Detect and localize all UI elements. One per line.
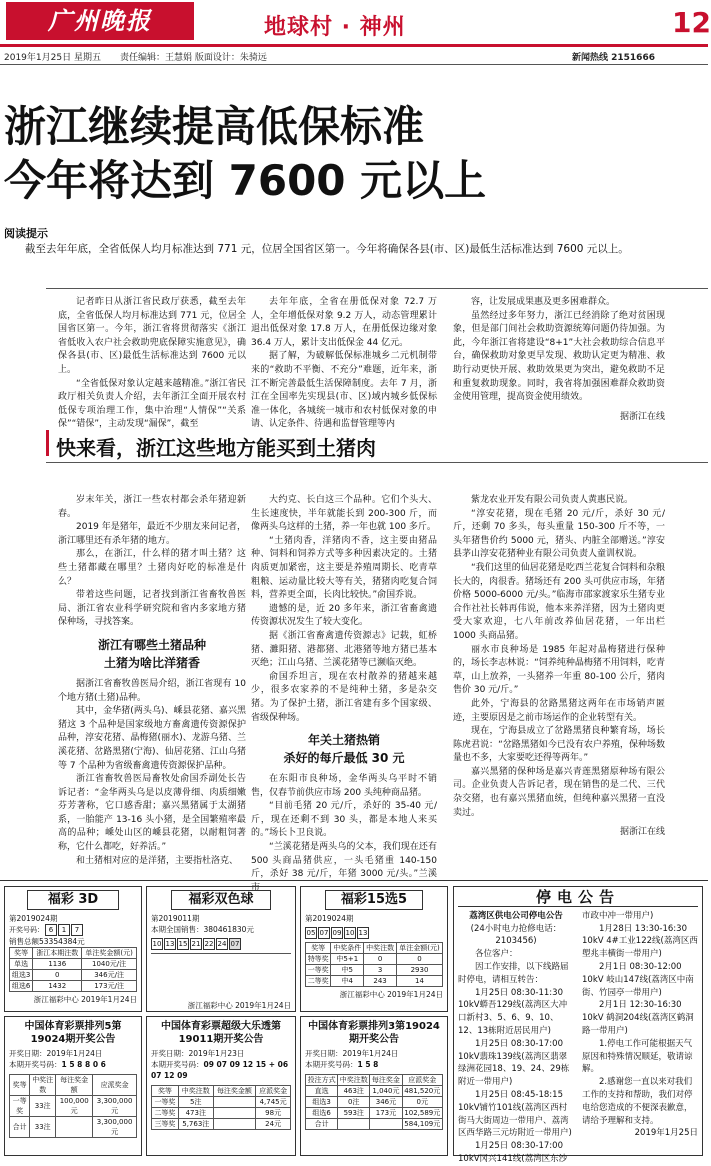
headline-line-2: 今年将达到 7600 元以上 xyxy=(4,156,487,205)
article1-column-3 xyxy=(453,296,665,426)
subheading-1-line-2: 土猪为啥比洋猪香 xyxy=(103,655,200,670)
number-ball: 1 xyxy=(58,924,70,936)
paragraph: 据浙江省畜牧兽医局介绍，浙江省现有 10 个地方猪(土猪)品种。 xyxy=(58,678,246,703)
number-ball: 05 xyxy=(306,929,316,937)
number-ball: 22 xyxy=(204,940,214,948)
newspaper-logo: 广州晚报 xyxy=(6,2,194,40)
table-header: 中奖条件 xyxy=(331,943,364,954)
lottery-p3-date: 开奖日期：2019年1月24日 xyxy=(305,1049,399,1058)
table-row: 单选 1136 1040元/注 xyxy=(10,959,137,970)
table-header: 奖等 xyxy=(306,943,331,954)
paragraph: 去年年底，全省在册低保对象 72.7 万人，全年增低保对象 9.2 万人，动态管理累计退出低保对象 17.8 万人，在册低保边缘对象 36.4 万人，累计支出低保金 44 亿元。 xyxy=(251,297,437,348)
subheading-2-line-1: 年关土猪热销 xyxy=(307,733,380,748)
winning-numbers: 1 5 8 xyxy=(357,1060,379,1069)
lottery-p5-box xyxy=(4,1016,142,1156)
table-header: 每注奖金额 xyxy=(213,1086,256,1097)
table-header: 每注奖金 xyxy=(370,1075,402,1086)
number-ball: 09 xyxy=(332,929,342,937)
article1-byline: 据浙江在线 xyxy=(619,411,665,422)
table-header: 应派奖金 xyxy=(402,1075,442,1086)
lottery-3d-footer: 浙江福彩中心 2019年1月24日 xyxy=(33,995,137,1004)
table-row: 组选3 0注 346元 0元 xyxy=(306,1097,443,1108)
table-row: 一等奖 5注 4,745元 xyxy=(152,1097,291,1108)
table-header: 奖等 xyxy=(10,948,33,959)
lottery-p5-title: 中国体育彩票排列5第19024期开奖公告 xyxy=(24,1021,122,1045)
paragraph: 1月25日 08:30-17:00 10kV翡珠139线(荔湾区翡翠绿洲花园18、19、24、29栋附近一带用户) xyxy=(458,1038,570,1088)
paragraph: 1月25日 08:30-17:00 10kV冈兴141线(荔湾区东沙市政中冲一带用户) xyxy=(458,910,654,1164)
lottery-p5-table xyxy=(9,1074,137,1138)
number-ball: 7 xyxy=(71,924,83,936)
lottery-p3-table xyxy=(305,1074,443,1130)
table-header: 单注奖金额(元) xyxy=(82,948,137,959)
summary-label: 阅读提示 xyxy=(4,227,48,240)
paragraph: 1.停电工作可能根据天气原因和特殊情况顺延，敬请谅解。 xyxy=(582,1038,693,1075)
paragraph: 1月25日 08:45-18:15 10kV铺竹101线(荔湾区西村街马大街周边一带用户、荔湾区西华路三元坊附近一带用户) xyxy=(458,1089,572,1139)
summary xyxy=(4,241,694,257)
number-ball: 6 xyxy=(45,924,57,936)
table-row: 三等奖 5,763注 24元 xyxy=(152,1119,291,1130)
paragraph: “淳安花猪，现在毛猪 20 元/斤，杀好 30 元/斤，还剩 70 多头，每头重量 150-300 斤不等，一头年猪售价约 5000 元，猪头、内脏全部赠送。”淳安县茅山淳安花猪种业有限公司负责人童训权说。 xyxy=(453,508,665,560)
meta-line xyxy=(0,48,708,62)
lottery-p3-box xyxy=(300,1016,448,1156)
article1-column-1 xyxy=(58,296,246,430)
lottery-p5-date: 开奖日期：2019年1月24日 xyxy=(9,1049,103,1058)
table-header: 中奖注数 xyxy=(338,1075,370,1086)
article2-column-2 xyxy=(251,494,437,893)
number-label: 本期开奖号码： xyxy=(9,1060,62,1069)
section-title: 地球村 · 神州 xyxy=(264,15,406,40)
paragraph: 那么，在浙江，什么样的猪才叫土猪？这些土猪都藏在哪里？土猪肉好吃的标准是什么？ xyxy=(58,549,246,587)
number-ball: 10 xyxy=(152,940,162,948)
paragraph: 和土猪相对应的是洋猪，主要指杜洛克、 xyxy=(76,855,239,866)
paragraph: 浙江省畜牧兽医局畜牧处俞国乔副处长告诉记者：“金华两头乌是以皮薄骨细、肉质细嫩芬芳著称，它口感香甜；嘉兴黑猪属于太湖猪系，一胎能产 13-16 头小猪，是全国繁殖率最高的品种；嵊处山区的嵊县花猪，以耐粗饲著称，它什么都吃，好养活。” xyxy=(58,774,246,853)
table-row: 一等奖 33注 100,000元 3,300,000元 xyxy=(10,1096,137,1117)
notice-hotline: (24小时电力抢修电话：2103456) xyxy=(470,923,562,947)
table-row: 直选 463注 1,040元 481,520元 xyxy=(306,1086,443,1097)
table-header: 中奖注数 xyxy=(30,1075,56,1096)
paragraph: 带着这些问题，记者找到浙江省畜牧兽医局、浙江省农业科学研究院和省内多家地方猪保种场，寻找答案。 xyxy=(58,590,246,628)
lottery-3d-table xyxy=(9,947,137,992)
lottery-15x5-numbers xyxy=(305,927,443,939)
paragraph: 虽然经过多年努力，浙江已经消除了绝对贫困现象，但是部门间社会救助资源统筹问题仍待加强。为此，今年浙江省将建设“8+1”大社会救助综合信息平台，确保救助对象更早发现、救助认定更为精准、救助行动更快开展、救助效果更为突出，避免救助不足和重复救助现象。同时，我省将加强困难群众救助资金使用管理，提高资金使用绩效。 xyxy=(453,310,665,403)
lottery-15x5-table xyxy=(305,942,443,987)
notice-date: 2019年1月25日 xyxy=(634,1128,698,1139)
subheading-2 xyxy=(251,731,437,767)
power-outage-notice xyxy=(453,886,703,1164)
lottery-ssq-box xyxy=(146,886,296,1012)
lottery-15x5-title: 福彩15选5 xyxy=(325,890,424,910)
paragraph: 在东阳市良种场，金华两头乌平时不销售，仅春节前供应市场 200 头纯种商品猪。 xyxy=(251,774,437,798)
paragraph: 此外，宁海县的岔路黑猪这两年在市场销声匿迹，主要原因是之前市场运作的企业转型有关。 xyxy=(453,698,665,723)
paragraph: 遗憾的是，近 20 多年来，浙江省畜禽遗传资源状况发生了较大变化。 xyxy=(251,603,437,628)
lottery-15x5-footer: 浙江福彩中心 2019年1月24日 xyxy=(339,990,443,999)
paragraph: 岁末年关，浙江一些农村都会杀年猪迎新春。 xyxy=(58,495,246,519)
number-ball: 10 xyxy=(345,929,355,937)
article2-top-rule xyxy=(46,462,708,463)
main-headline xyxy=(0,100,708,208)
headline-line-1: 浙江继续提高低保标准 xyxy=(4,102,425,151)
table-header: 应派奖金 xyxy=(256,1086,291,1097)
ads-divider xyxy=(0,880,708,881)
article2-headline: 快来看，浙江这些地方能买到土猪肉 xyxy=(56,436,376,460)
lottery-p3-numbers xyxy=(305,1059,443,1070)
article1-column-2 xyxy=(251,296,437,430)
number-ball: 13 xyxy=(165,940,175,948)
paragraph: “土猪肉香，洋猪肉不香，这主要由猪品种、饲料和饲养方式等多种因素决定的。土猪肉质更加紧密，这主要是养殖周期长、吃青草粗粮、运动量比较大等有关，猪猪肉吃复合饲料，营养更全面，长肉比较快。”俞国乔说。 xyxy=(251,535,437,601)
issue-date: 2019年1月25日 星期五 xyxy=(4,53,101,63)
article2-byline: 据浙江在线 xyxy=(619,827,665,838)
lottery-p5-numbers xyxy=(9,1059,137,1070)
lottery-ssq-title: 福彩双色球 xyxy=(171,890,271,910)
lottery-dlt-title: 中国体育彩票超级大乐透第19011期开奖公告 xyxy=(161,1021,281,1045)
lottery-ssq-numbers xyxy=(151,938,291,950)
number-label: 本期开奖号码： xyxy=(151,1060,204,1069)
number-ball: 24 xyxy=(217,940,227,948)
table-header: 中奖注数 xyxy=(178,1086,213,1097)
table-header: 单注金额(元) xyxy=(396,943,442,954)
paragraph: 现在，宁海县成立了岔路黑猪良种繁育场，场长陈虎君说：“岔路黑猪如今已没有农户养殖，保种场数量也不多，大家要吃还得等两年。” xyxy=(453,726,665,764)
paragraph: 各位客户： xyxy=(475,949,518,960)
paragraph: 2月1日 08:30-12:00 10kV 岐山147线(荔湾区中南街、竹园亭一带用户) xyxy=(582,961,694,998)
news-hotline: 新闻热线 2151666 xyxy=(572,53,655,63)
lottery-ssq-footer: 浙江福彩中心 2019年1月24日 xyxy=(187,1001,291,1010)
lottery-ssq-table-area xyxy=(151,953,291,1000)
meta-divider xyxy=(0,64,708,65)
paragraph: 据了解，为破解低保标准城乡二元机制带来的“救助不平衡、不充分”难题，近年来，浙江不断完善最低生活保障制度。去年 7 月，浙江在全国率先实现县(市、区)域内城乡低保标准一体化，各城统一城市和农村低保对象的申请、认定条件、待遇和监督管理等内 xyxy=(251,351,437,430)
paragraph: “兰溪花猪是两头乌的父本，我们现在还有 500 头商品猪供应，一头毛猪重 140-150 斤，杀好 38 元/斤，年猪 3000 元/头。”兰溪市 xyxy=(251,842,437,893)
table-header: 浙江本期注数 xyxy=(33,948,82,959)
table-row: 特等奖 中5+1 0 0 xyxy=(306,954,443,965)
editor-credit: 责任编辑：王慧娟 版面设计：朱骑远 xyxy=(120,53,267,63)
table-row: 二等奖 473注 98元 xyxy=(152,1108,291,1119)
lottery-3d-sales: 销售总额53354384元 xyxy=(9,937,85,946)
article2-accent-bar xyxy=(46,430,49,456)
table-row: 合计 33注 3,300,000元 xyxy=(10,1117,137,1138)
table-header: 中奖注数 xyxy=(364,943,397,954)
masthead-divider xyxy=(0,44,708,47)
page-number: 12 xyxy=(672,6,711,39)
table-row: 二等奖 中4 243 14 xyxy=(306,976,443,987)
article2-column-3 xyxy=(453,494,665,872)
paragraph: 大约克、长白这三个品种。它们个头大、生长速度快，半年就能长到 200-300 斤，而像两头乌这样的土猪，养一年也就 100 多斤。 xyxy=(251,495,437,533)
article1-top-rule xyxy=(46,288,708,289)
paragraph: 1月28日 13:30-16:30 10kV 4#工业122线(荔湾区西塱兆丰横街一带用户) xyxy=(582,923,698,960)
notice-title: 停电公告 xyxy=(458,891,698,907)
paragraph: 1月25日 08:30-11:30 10kV蟒吾129线(荔湾区大冲口新村3、5、6、9、10、12、13栋附近居民用户) xyxy=(458,987,568,1036)
lottery-p3-title: 中国体育彩票排列3第19024期开奖公告 xyxy=(308,1021,440,1045)
paragraph: 记者昨日从浙江省民政厅获悉，截至去年底，全省低保人均月标准达到 771 元，位居全国省区第一。今年，浙江省将贯彻落实《浙江省低收入农户社会救助兜底保障实施意见》，确保各县(市、区)最低生活标准达到 7600 元以上。 xyxy=(58,297,246,375)
paragraph: 其中，金华猪(两头乌)、嵊县花猪、嘉兴黑猪这 3 个品种是国家级地方畜禽遗传资源保护品种，淳安花猪、晶梅猪(丽水)、龙游乌猪、兰溪花猪、岔路黑猪(宁海)、仙居花猪、江山乌猪等 7 个品种为省级畜禽遗传资源保护品种。 xyxy=(58,706,246,771)
table-row: 一等奖 中5 3 2930 xyxy=(306,965,443,976)
lottery-ssq-issue: 第2019011期 xyxy=(151,914,200,923)
lottery-dlt-table xyxy=(151,1085,291,1130)
table-header: 奖等 xyxy=(10,1075,30,1096)
paragraph: 俞国乔坦言，现在农村散养的猪越来越少，很多农家养的不是纯种土猪，多是杂交猪。为了保护土猪，浙江省建有多个国家级、省级保种场。 xyxy=(251,671,437,723)
paragraph: 因工作安排，以下线路届时停电，请相互转告： xyxy=(458,961,569,985)
table-header: 每注奖金额 xyxy=(56,1075,93,1096)
notice-company: 荔湾区供电公司停电公告 xyxy=(469,910,563,921)
number-ball-blue: 07 xyxy=(230,940,240,948)
paragraph: 丽水市良种场是 1985 年起对晶梅猪进行保种的，场长李志林说：“饲养纯种晶梅猪不用饲料，吃青草，山上放养，一头猪养一年重 80-100 公斤，猪肉售价 30 元/斤。” xyxy=(453,644,665,696)
lottery-3d-box xyxy=(4,886,142,1012)
table-row: 合计 584,109元 xyxy=(306,1119,443,1130)
lottery-ssq-sales: 本期全国销售：380461830元 xyxy=(151,925,254,934)
number-label: 本期开奖号码： xyxy=(305,1060,358,1069)
table-header: 投注方式 xyxy=(306,1075,338,1086)
paragraph: 2.感谢您一直以来对我们工作的支持和帮助，我们对停电给您造成的不便深表歉意，请给予理解和支持。 xyxy=(582,1077,693,1126)
lottery-dlt-box xyxy=(146,1016,296,1156)
paragraph: “全省低保对象认定越来越精准。”浙江省民政厅相关负责人介绍，去年浙江全面开展农村低保专项治理工作，集中治理“人情保”“关系保”“错保”，主动发现“漏保”，截至 xyxy=(58,378,246,430)
lottery-15x5-box xyxy=(300,886,448,1012)
lottery-3d-numbers xyxy=(9,924,137,936)
winning-numbers: 09 07 09 12 15 + 06 07 12 09 xyxy=(151,1060,289,1080)
table-header: 应派奖金 xyxy=(93,1075,137,1096)
paragraph: 2019 年是猪年，最近不少朋友来问记者，浙江哪里还有杀年猪的地方。 xyxy=(58,522,246,546)
table-row: 组选3 0 346元/注 xyxy=(10,970,137,981)
paragraph: “我们这里的仙居花猪是吃西兰花复合饲料和杂粮长大的，肉很香。猪场还有 200 头可供应市场，年猪价格 5000-6000 元/头。”临海市邵家渡家乐生猪专业合作社社长韩再伟说，他本来养洋猪，因为土猪肉更受大家欢迎，七八年前改养仙居花猪，一年出栏 1000 头商品猪。 xyxy=(453,562,665,641)
table-header: 奖等 xyxy=(152,1086,179,1097)
number-ball: 15 xyxy=(178,940,188,948)
number-label: 开奖号码： xyxy=(9,926,44,934)
lottery-3d-issue: 第2019024期 xyxy=(9,914,58,923)
lottery-dlt-numbers xyxy=(151,1059,291,1081)
lottery-15x5-issue: 第2019024期 xyxy=(305,914,354,923)
winning-numbers: 1 5 8 8 0 6 xyxy=(61,1060,106,1069)
paragraph: 嘉兴黑猪的保种场是嘉兴青莲黑猪原种场有限公司。企业负责人告诉记者，现在销售的是二代、三代杂交猪，也有嘉兴黑猪血统，但纯种嘉兴黑猪一直没卖过。 xyxy=(453,766,665,818)
number-ball: 13 xyxy=(358,929,368,937)
table-row: 组选6 1432 173元/注 xyxy=(10,981,137,992)
paragraph: 据《浙江省畜禽遗传资源志》记载，虹桥猪、濉阳猪、港都猪、北港猪等地方猪已基本灭绝；江山乌猪、兰溪花猪等已濒临灭绝。 xyxy=(251,630,437,669)
summary-text: 截至去年年底，全省低保人均月标准达到 771 元，位居全国省区第一。今年将确保各县(市、区)最低生活标准达到 7600 元以上。 xyxy=(25,243,629,255)
notice-body xyxy=(458,910,698,1166)
number-ball: 21 xyxy=(191,940,201,948)
number-ball: 07 xyxy=(319,929,329,937)
paragraph: 紫龙农业开发有限公司负责人黄惠民说。 xyxy=(471,495,634,505)
paragraph: 容，让发展成果惠及更多困难群众。 xyxy=(471,297,616,307)
lottery-dlt-date: 开奖日期：2019年1月23日 xyxy=(151,1049,245,1058)
lottery-3d-title: 福彩 3D xyxy=(27,890,119,910)
subheading-1-line-1: 浙江有哪些土猪品种 xyxy=(97,637,206,652)
paragraph: 2月1日 12:30-16:30 10kV 鹤洞204线(荔湾区鹤洞路一带用户) xyxy=(582,1000,694,1036)
paragraph: “目前毛猪 20 元/斤，杀好的 35-40 元/斤，现在还剩不到 30 头，都是本地人来买的。”场长卜卫良说。 xyxy=(251,801,437,839)
table-row: 组选6 593注 173元 102,589元 xyxy=(306,1108,443,1119)
article2-column-1 xyxy=(58,494,246,872)
subheading-2-line-2: 杀好的每斤最低 30 元 xyxy=(283,751,405,766)
subheading-1 xyxy=(58,636,246,672)
